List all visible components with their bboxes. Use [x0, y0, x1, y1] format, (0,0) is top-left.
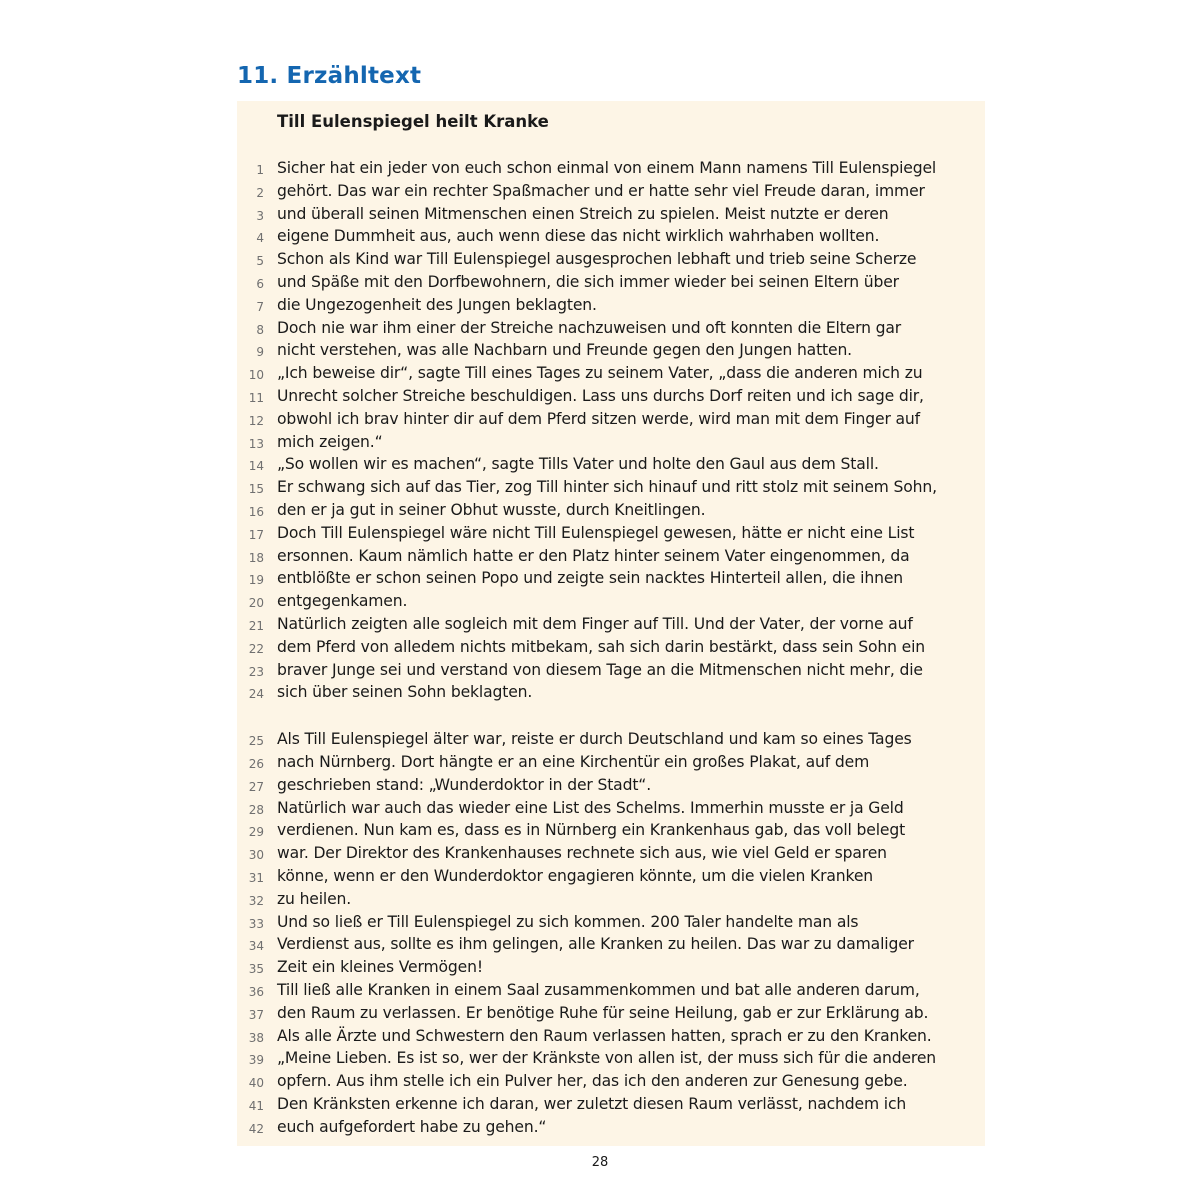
line-number: 39	[248, 1053, 264, 1068]
text-line	[237, 225, 985, 248]
line-number: 6	[256, 277, 264, 291]
text-line	[237, 1025, 985, 1048]
text-line	[237, 203, 985, 226]
line-text: Und so ließ er Till Eulenspiegel zu sich kommen. 200 Taler handelte man als	[277, 912, 859, 931]
text-line	[237, 1002, 985, 1025]
text-line	[237, 248, 985, 271]
line-number: 29	[248, 825, 264, 840]
line-text: könne, wenn er den Wunderdoktor engagieren könnte, um die vielen Kranken	[277, 867, 874, 885]
line-text: opfern. Aus ihm stelle ich ein Pulver her, das ich den anderen zur Genesung gebe.	[277, 1072, 908, 1091]
line-number: 40	[248, 1076, 264, 1091]
line-text: Sicher hat ein jeder von euch schon einmal von einem Mann namens Till Eulenspiegel	[277, 159, 937, 177]
line-text: Er schwang sich auf das Tier, zog Till hinter sich hinauf und ritt stolz mit seinem Sohn,	[277, 478, 937, 497]
text-line	[237, 933, 985, 956]
line-number: 22	[248, 641, 264, 656]
line-text: braver Junge sei und verstand von diesem Tage an die Mitmenschen nicht mehr, die	[277, 660, 923, 679]
text-line	[237, 362, 985, 385]
line-number: 34	[248, 939, 264, 954]
line-number: 10	[248, 368, 264, 383]
text-line	[237, 1070, 985, 1093]
line-number: 32	[248, 893, 264, 908]
line-text: und Späße mit den Dorfbewohnern, die sich immer wieder bei seinen Eltern über	[277, 273, 899, 291]
text-line	[237, 1093, 985, 1116]
line-number: 26	[248, 757, 264, 771]
line-number: 27	[248, 779, 264, 794]
line-text: sich über seinen Sohn beklagten.	[277, 683, 533, 702]
text-line	[237, 1116, 985, 1139]
line-text: Als Till Eulenspiegel älter war, reiste er durch Deutschland und kam so eines Tages	[277, 730, 912, 749]
line-text: Natürlich war auch das wieder eine List des Schelms. Immerhin musste er ja Geld	[277, 798, 904, 817]
line-number: 33	[248, 916, 264, 931]
page-heading: 11. Erzähltext	[237, 63, 422, 89]
line-text: ersonnen. Kaum nämlich hatte er den Platz hinter seinem Vater eingenommen, da	[277, 546, 910, 565]
line-number: 8	[256, 322, 264, 337]
line-text: Unrecht solcher Streiche beschuldigen. Lass uns durchs Dorf reiten und ich sage dir,	[277, 387, 924, 405]
line-text: Als alle Ärzte und Schwestern den Raum verlassen hatten, sprach er zu den Kranken.	[277, 1026, 932, 1045]
line-text: Verdienst aus, sollte es ihm gelingen, alle Kranken zu heilen. Das war zu damaliger	[277, 935, 914, 954]
line-number: 31	[248, 871, 264, 885]
line-text: Den Kränksten erkenne ich daran, wer zuletzt diesen Raum verlässt, nachdem ich	[277, 1095, 907, 1113]
text-line	[237, 545, 985, 568]
line-number: 42	[248, 1121, 264, 1136]
line-text: und überall seinen Mitmenschen einen Streich zu spielen. Meist nutzte er deren	[277, 204, 889, 223]
text-line	[237, 728, 985, 751]
line-number: 18	[248, 550, 264, 565]
line-text: zu heilen.	[277, 889, 352, 908]
text-line	[237, 774, 985, 797]
line-number: 41	[248, 1099, 264, 1113]
line-number: 12	[248, 413, 264, 428]
line-number: 17	[248, 527, 264, 542]
line-number: 28	[248, 802, 264, 817]
text-line	[237, 819, 985, 842]
line-text: gehört. Das war ein rechter Spaßmacher und er hatte sehr viel Freude daran, immer	[277, 181, 925, 200]
text-line	[237, 385, 985, 408]
line-number: 36	[248, 985, 264, 999]
line-text: Doch nie war ihm einer der Streiche nachzuweisen und oft konnten die Eltern gar	[277, 318, 902, 337]
line-number: 13	[248, 436, 264, 451]
line-text: mich zeigen.“	[277, 432, 383, 451]
line-number: 11	[248, 391, 264, 405]
page-number: 28	[591, 1155, 609, 1170]
text-line	[237, 317, 985, 340]
line-number: 16	[248, 505, 264, 519]
line-text: „Ich beweise dir“, sagte Till eines Tages zu seinem Vater, „dass die anderen mich zu	[277, 364, 923, 383]
text-line	[237, 408, 985, 431]
text-line	[237, 271, 985, 294]
line-number: 4	[256, 231, 264, 246]
line-number: 15	[248, 482, 264, 497]
text-line	[237, 888, 985, 911]
line-number: 35	[248, 962, 264, 977]
text-line	[237, 431, 985, 454]
line-text: entblößte er schon seinen Popo und zeigte sein nacktes Hinterteil allen, die ihnen	[277, 569, 904, 588]
line-text: den Raum zu verlassen. Er benötige Ruhe für seine Heilung, gab er zur Erklärung ab.	[277, 1003, 929, 1022]
text-line	[237, 797, 985, 820]
text-line	[237, 180, 985, 203]
line-text: dem Pferd von alledem nichts mitbekam, sah sich darin bestärkt, dass sein Sohn ein	[277, 637, 925, 656]
line-number: 24	[248, 687, 264, 702]
line-text: Schon als Kind war Till Eulenspiegel ausgesprochen lebhaft und trieb seine Scherze	[277, 250, 917, 269]
text-line	[237, 659, 985, 682]
text-line	[237, 751, 985, 774]
text-line	[237, 681, 985, 704]
text-line	[237, 613, 985, 636]
text-line	[237, 636, 985, 659]
line-text: „So wollen wir es machen“, sagte Tills Vater und holte den Gaul aus dem Stall.	[277, 455, 879, 474]
text-line	[237, 522, 985, 545]
story-title: Till Eulenspiegel heilt Kranke	[277, 112, 549, 131]
line-number: 21	[248, 619, 264, 633]
line-number: 37	[248, 1007, 264, 1022]
line-text: Till ließ alle Kranken in einem Saal zusammenkommen und bat alle anderen darum,	[277, 981, 920, 999]
line-text: war. Der Direktor des Krankenhauses rechnete sich aus, wie viel Geld er sparen	[277, 844, 887, 863]
text-line	[237, 590, 985, 613]
text-line	[237, 294, 985, 317]
line-text: den er ja gut in seiner Obhut wusste, durch Kneitlingen.	[277, 501, 706, 519]
line-text: nach Nürnberg. Dort hängte er an eine Kirchentür ein großes Plakat, auf dem	[277, 753, 870, 771]
line-number: 38	[248, 1030, 264, 1045]
line-number: 25	[248, 734, 264, 749]
line-text: verdienen. Nun kam es, dass es in Nürnberg ein Krankenhaus gab, das voll belegt	[277, 821, 906, 840]
text-line	[237, 157, 985, 180]
text-line	[237, 956, 985, 979]
line-text: entgegenkamen.	[277, 592, 408, 611]
line-number: 2	[256, 185, 264, 200]
text-line	[237, 339, 985, 362]
line-number: 7	[256, 299, 264, 314]
line-text: nicht verstehen, was alle Nachbarn und Freunde gegen den Jungen hatten.	[277, 341, 852, 360]
line-number: 20	[248, 596, 264, 611]
text-line	[237, 842, 985, 865]
line-text: die Ungezogenheit des Jungen beklagten.	[277, 295, 597, 314]
line-number: 1	[256, 163, 264, 177]
line-number: 19	[248, 573, 264, 588]
text-line	[237, 476, 985, 499]
line-text: obwohl ich brav hinter dir auf dem Pferd sitzen werde, wird man mit dem Finger auf	[277, 409, 920, 428]
line-text: euch aufgefordert habe zu gehen.“	[277, 1117, 547, 1136]
line-number: 5	[256, 254, 264, 269]
text-line	[237, 911, 985, 934]
line-number: 30	[248, 848, 264, 863]
text-line	[237, 865, 985, 888]
line-number: 3	[256, 208, 264, 223]
line-number: 23	[248, 664, 264, 679]
text-line	[237, 499, 985, 522]
text-line	[237, 1047, 985, 1070]
line-text: eigene Dummheit aus, auch wenn diese das nicht wirklich wahrhaben wollten.	[277, 227, 880, 246]
line-number: 9	[256, 345, 264, 360]
text-line	[237, 979, 985, 1002]
line-text: Natürlich zeigten alle sogleich mit dem Finger auf Till. Und der Vater, der vorne auf	[277, 615, 913, 633]
line-number: 14	[248, 459, 264, 474]
line-text: Zeit ein kleines Vermögen!	[277, 958, 483, 977]
line-text: „Meine Lieben. Es ist so, wer der Kränkste von allen ist, der muss sich für die anderen	[277, 1049, 937, 1068]
line-text: Doch Till Eulenspiegel wäre nicht Till Eulenspiegel gewesen, hätte er nicht eine List	[277, 523, 915, 542]
line-text: geschrieben stand: „Wunderdoktor in der Stadt“.	[277, 775, 652, 794]
text-line	[237, 567, 985, 590]
text-line	[237, 453, 985, 476]
